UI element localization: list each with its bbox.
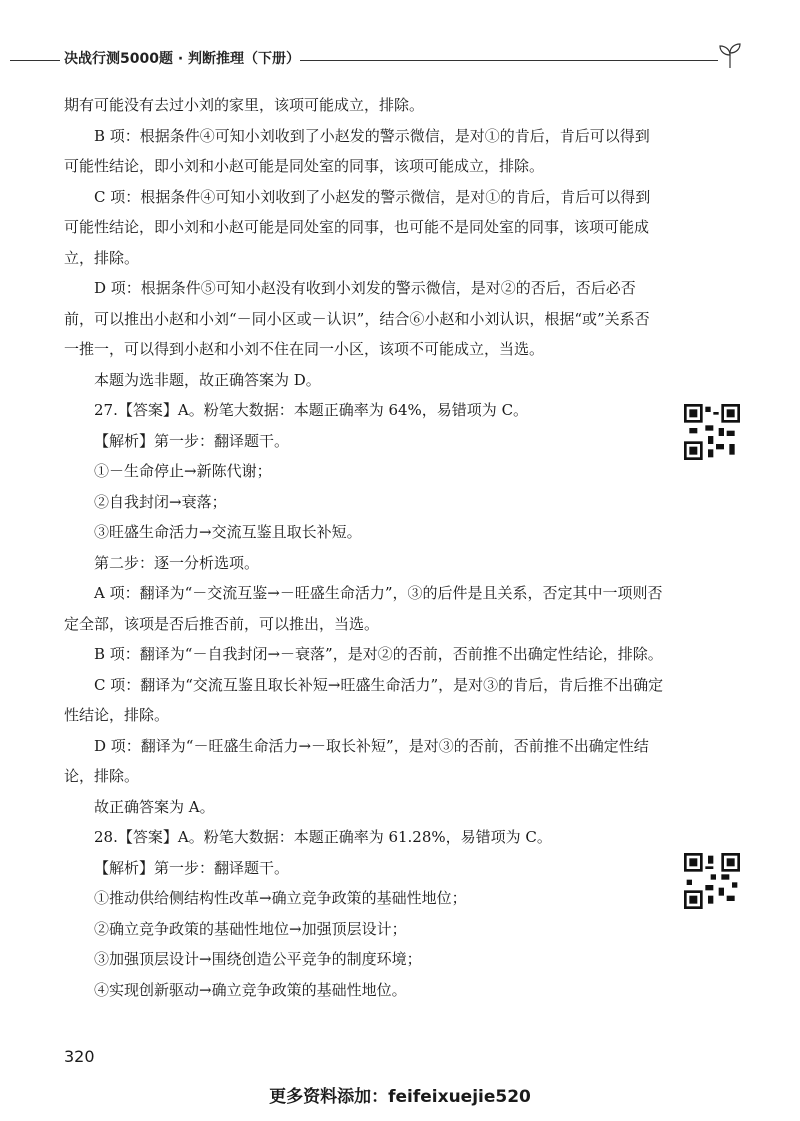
paragraph: 期有可能没有去过小刘的家里，该项可能成立，排除。	[64, 96, 425, 114]
book-title: 决战行测5000题 · 判断推理（下册）	[64, 51, 301, 67]
footer-note: 更多资料添加：feifeixuejie520	[269, 1087, 531, 1107]
paragraph: D 项：翻译为“－旺盛生命活力→－取长补短”，是对③的否前，否前推不出确定性结论，排除。	[64, 736, 649, 785]
paragraph: ③加强顶层设计→围绕创造公平竞争的制度环境；	[94, 950, 422, 968]
analysis-heading: 【解析】第一步：翻译题干。	[94, 858, 290, 877]
paragraph: A 项：翻译为“－交流互鉴→－旺盛生命活力”，③的后件是且关系，否定其中一项则否定全部，该项是否后推否前，可以推出，当选。	[64, 584, 663, 633]
paragraph: C 项：根据条件④可知小刘收到了小赵发的警示微信，是对①的肯后，肯后可以得到可能性结论，即小刘和小赵可能是同处室的同事，也可能不是同处室的同事，该项可能成立，排除。	[64, 187, 651, 267]
running-header	[0, 44, 800, 74]
header-rule-right	[300, 60, 718, 61]
paragraph: ②自我封闭→衰落；	[94, 492, 227, 511]
qr-code-icon[interactable]	[684, 404, 740, 460]
sprout-icon	[716, 42, 744, 70]
page-body	[64, 90, 664, 1005]
header-rule-left	[10, 60, 60, 61]
paragraph: 故正确答案为 A。	[94, 797, 215, 816]
qr-code-icon[interactable]	[684, 853, 740, 909]
answer-28: 28.【答案】A。粉笔大数据：本题正确率为 61.28%，易错项为 C。	[94, 828, 552, 846]
answer-27: 27.【答案】A。粉笔大数据：本题正确率为 64%，易错项为 C。	[94, 401, 529, 419]
paragraph: ③旺盛生命活力→交流互鉴且取长补短。	[94, 523, 362, 541]
paragraph: ②确立竞争政策的基础性地位→加强顶层设计；	[94, 919, 407, 938]
analysis-heading: 【解析】第一步：翻译题干。	[94, 431, 290, 450]
page-number: 320	[64, 1047, 95, 1066]
paragraph: D 项：根据条件⑤可知小赵没有收到小刘发的警示微信，是对②的否后，否后必否前，可以推出小赵和小刘“－同小区或－认识”，结合⑥小赵和小刘认识，根据“或”关系否一推一，可以得到小赵和小刘不住在同一小区，该项不可能成立，当选。	[64, 279, 650, 358]
paragraph: B 项：根据条件④可知小刘收到了小赵发的警示微信，是对①的肯后，肯后可以得到可能性结论，即小刘和小赵可能是同处室的同事，该项可能成立，排除。	[64, 126, 650, 175]
paragraph: 第二步：逐一分析选项。	[94, 553, 260, 572]
paragraph: C 项：翻译为“交流互鉴且取长补短→旺盛生命活力”，是对③的肯后，肯后推不出确定性结论，排除。	[64, 675, 664, 724]
paragraph: ①推动供给侧结构性改革→确立竞争政策的基础性地位；	[94, 889, 467, 907]
paragraph: 本题为选非题，故正确答案为 D。	[94, 370, 321, 389]
paragraph: B 项：翻译为“－自我封闭→－衰落”，是对②的否前，否前推不出确定性结论，排除。	[94, 645, 663, 663]
paragraph: ①－生命停止→新陈代谢；	[94, 462, 272, 480]
paragraph: ④实现创新驱动→确立竞争政策的基础性地位。	[94, 980, 407, 999]
